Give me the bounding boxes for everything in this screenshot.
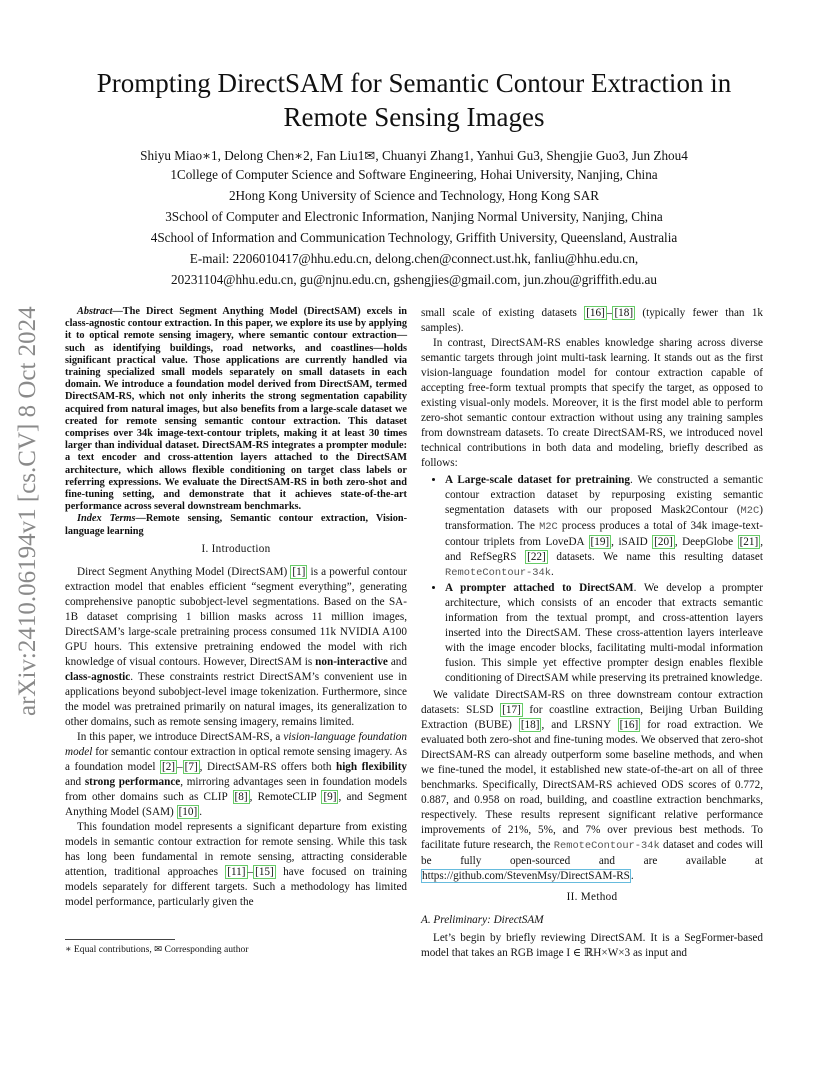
citation-link[interactable]: [9] <box>323 790 337 803</box>
citation-link[interactable]: [10] <box>178 805 198 818</box>
contribution-item-prompter: • A prompter attached to DirectSAM. We develop a prompter architecture, which consists of an encoder that extracts semantic information from the textual prompt, and cross-attention layers inserted into the DirectSAM. These cross-attention layers interleave with the image encoder blocks, facilitating multi-modal information fusion. This simple yet effective prompter design enables flexible conditioning of DirectSAM while preserving its pretrained knowledge. <box>445 581 763 686</box>
section-heading-method: II. Method <box>566 891 618 903</box>
index-terms-lead: Index Terms <box>77 513 136 525</box>
citation-link[interactable]: [16] <box>619 719 639 731</box>
method-paragraph-1: Let’s begin by briefly reviewing DirectSAM. It is a SegFormer-based model that takes an RGB image I ∈ ℝH×W×3 as input and <box>421 932 763 959</box>
arxiv-stamp: arXiv:2410.06194v1 [cs.CV] 8 Oct 2024 <box>14 306 41 716</box>
index-terms <box>65 513 407 537</box>
abstract-text: —The Direct Segment Anything Model (DirectSAM) excels in class-agnostic contour extraction. In this paper, we explore its use by applying it to optical remote sensing imagery, where semantic contour extraction—such as identifying buildings, road networks, and coastlines—holds significant practical value. Those applications are currently handled via training specialized small models separately on small datasets in each domain. We introduce a foundation model derived from DirectSAM, termed DirectSAM-RS, which not only inherits the strong segmentation capability acquired from natural images, but also benefits from a large-scale dataset we created for remote sensing semantic contour extraction. This dataset comprises over 34k image-text-contour triplets, making it at least 30 times larger than individual dataset. DirectSAM-RS integrates a prompter module: a text encoder and cross-attention layers attached to the DirectSAM architecture, which allows flexible conditioning on target class labels or referring expressions. We evaluate the DirectSAM-RS in both zero-shot and fine-tuning setting, and demonstrate that it achieves state-of-the-art performance across several downstream benchmarks. <box>65 306 407 513</box>
left-column <box>65 306 407 910</box>
affiliation-3: 3School of Computer and Electronic Information, Nanjing Normal University, Nanjing, China <box>165 209 663 224</box>
citation-link[interactable]: [7] <box>184 760 198 773</box>
citation-link[interactable]: [2] <box>161 760 176 773</box>
citation-link[interactable]: [19] <box>590 536 610 548</box>
affiliation-2: 2Hong Kong University of Science and Technology, Hong Kong SAR <box>228 188 600 203</box>
footnote: ∗ Equal contributions, ✉ Corresponding author <box>65 944 249 955</box>
github-link[interactable]: https://github.com/StevenMsy/DirectSAM-RS <box>422 870 630 882</box>
citation-link[interactable]: [11] <box>227 865 246 878</box>
author-block <box>40 148 788 288</box>
citation-link[interactable]: [1] <box>292 565 306 578</box>
contribution-list <box>421 473 763 686</box>
citation-link[interactable]: [18] <box>614 307 634 319</box>
subsection-heading-preliminary: A. Preliminary: DirectSAM <box>421 914 544 926</box>
affiliation-1: 1College of Computer Science and Software Engineering, Hohai University, Nanjing, China <box>170 167 658 182</box>
citation-link[interactable]: [20] <box>654 536 673 548</box>
section-heading-introduction: I. Introduction <box>201 542 271 555</box>
paper-title: Prompting DirectSAM for Semantic Contour Extraction in Remote Sensing Images <box>96 68 732 132</box>
email-line-1: E-mail: 2206010417@hhu.edu.cn, delong.chen@connect.ust.hk, fanliu@hhu.edu.cn, <box>189 251 639 266</box>
affiliation-4: 4School of Information and Communication Technology, Griffith University, Queensland, Australia <box>150 230 678 245</box>
citation-link[interactable]: [18] <box>520 719 540 731</box>
citation-link[interactable]: [17] <box>502 704 521 716</box>
citation-link[interactable]: [15] <box>255 865 274 878</box>
contribution-item-dataset: • A Large-scale dataset for pretraining. We constructed a semantic contour extraction dataset by repurposing existing semantic segmentation datasets with our proposed Mask2Contour (M2C) transformation. The M2C process produces a total of 34k image-text-contour triplets from LoveDA [19] , iSAID [20] , DeepGlobe [21] , and RefSegRS [22] datasets. We name this resulting dataset RemoteContour-34k. <box>445 473 763 581</box>
citation-link[interactable]: [21] <box>739 536 759 548</box>
index-terms-text: —Remote sensing, Semantic contour extraction, Vision-language learning <box>65 513 407 537</box>
email-line-2: 20231104@hhu.edu.cn, gu@njnu.edu.cn, gshengjies@gmail.com, jun.zhou@griffith.edu.au <box>171 272 657 287</box>
abstract <box>65 306 407 513</box>
intro-paragraph-2: In this paper, we introduce DirectSAM-RS, a vision-language foundation model for semantic contour extraction in optical remote sensing imagery. As a foundation model [2] – [7] , DirectSAM-RS offers both high flexibility and strong performance, mirroring advantages seen in foundation models from other domains such as CLIP [8] , RemoteCLIP [9] , and Segment Anything Model (SAM) [10] . <box>65 730 408 818</box>
right-column <box>421 306 763 961</box>
author-list: Shiyu Miao∗1, Delong Chen∗2, Fan Liu1✉, Chuanyi Zhang1, Yanhui Gu3, Shengjie Guo3, Jun Zhou4 <box>140 148 688 163</box>
intro-paragraph-3: This foundation model represents a significant departure from existing models in semantic contour extraction for remote sensing. While this task has long been fundamental in remote sensing, attracting considerable attention, traditional approaches [11] – [15] have focused on training models separately for different targets. Such a methodology has limited model performance, particularly given the <box>65 820 407 908</box>
abstract-lead: Abstract <box>77 306 113 317</box>
right-paragraph-continued: small scale of existing datasets [16] – [18] (typically fewer than 1k samples). <box>421 307 764 334</box>
right-paragraph-2: We validate DirectSAM-RS on three downstream contour extraction datasets: SLSD [17] for coastline extraction, Beijing Urban Building Extraction (BUBE) [18] , and LRSNY [16] for road extraction. We evaluated both zero-shot and fine-tuning modes. We observed that zero-shot DirectSAM-RS can already outperform some baseline methods, and when we fine-tuned the model, it established new state-of-the-art on all of three benchmarks. Specifically, DirectSAM-RS achieved ODS scores of 0.772, 0.887, and 0.958 on road, building, and coastline extraction benchmarks, respectively. These results represent significant relative performance improvements of 21%, 5%, and 7% over previous best methods. To facilitate future research, the RemoteContour-34k dataset and codes will be fully open-sourced and are available at https://github.com/StevenMsy/DirectSAM-RS. <box>421 689 763 882</box>
citation-link[interactable]: [8] <box>234 790 248 803</box>
footnote-rule <box>65 939 175 940</box>
citation-link[interactable]: [16] <box>586 307 605 319</box>
right-paragraph-1: In contrast, DirectSAM-RS enables knowledge sharing across diverse semantic targets through joint multi-task learning. It stands out as the first vision-language foundation model for contour extraction capable of accepting free-form textual prompts that specify the target, as opposed to existing visual-only models. Moreover, it is the first model able to perform zero-shot semantic contour extraction without using any training samples from downstream datasets. To create DirectSAM-RS, we introduced novel technical contributions in both data and modeling, briefly described as follows: <box>421 337 763 469</box>
citation-link[interactable]: [22] <box>527 551 546 563</box>
intro-paragraph-1: Direct Segment Anything Model (DirectSAM) [1] is a powerful contour extraction model that enables efficient “segment everything”, generating comprehensive panoptic subobject-level segmentations. Based on the SA-1B dataset comprising 1 billion masks across 11 million images, DirectSAM’s large-scale pretraining process consumed 11k NVIDIA A100 GPU hours. This extensive pretraining endowed the model with rich knowledge of visual contours. However, DirectSAM is non-interactive and class-agnostic. These constraints restrict DirectSAM’s convenient use in applications beyond subobject-level image tokenization. Furthermore, since the model was pretrained primarily on natural images, its generalization to other domains, such as remote sensing imagery, remains limited. <box>65 565 407 728</box>
